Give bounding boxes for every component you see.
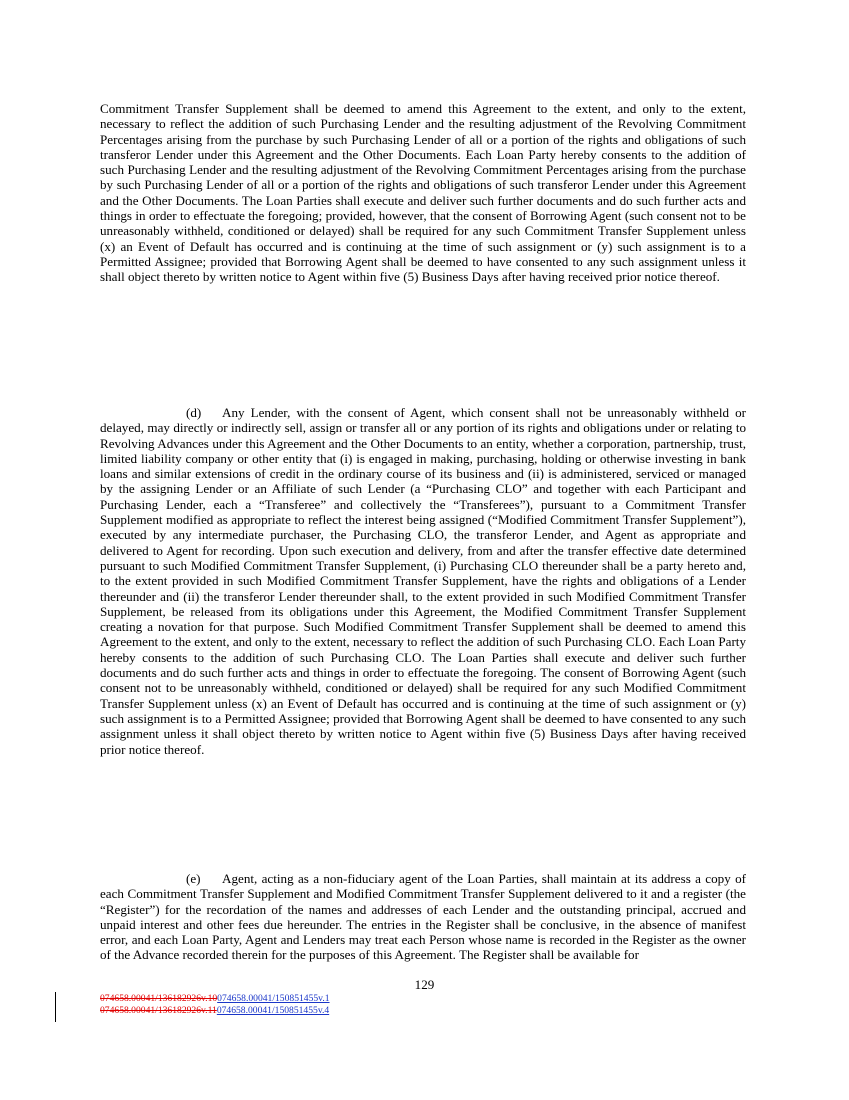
page-number: 129 [414, 977, 435, 992]
document-id-line [100, 1005, 330, 1017]
section-text-e: Agent, acting as a non-fiduciary agent of the Loan Parties, shall maintain at its address a copy of each Commitment Transfer Supplement and Modified Commitment Transfer Supplement delivered to it and a register (the “Register”) for the recordation of the names and addresses of each Lender and the outstanding principal, accrued and unpaid interest and other fees due hereunder. The entries in the Register shall be conclusive, in the absence of manifest error, and each Loan Party, Agent and Lenders may treat each Person whose name is recorded in the Register as the owner of the Advance recorded therein for the purposes of this Agreement. The Register shall be available for [100, 871, 746, 963]
paragraph-e [100, 871, 746, 963]
paragraph-continuation: Commitment Transfer Supplement shall be deemed to amend this Agreement to the extent, and only to the extent, necessary to reflect the addition of such Purchasing Lender and the resulting adjustment of the Revolving Commitment Percentages arising from the purchase by such Purchasing Lender of all or a portion of the rights and obligations of such transferor Lender under this Agreement and the Other Documents. Each Loan Party hereby consents to the addition of such Purchasing Lender and the resulting adjustment of the Revolving Commitment Percentages arising from the purchase by such Purchasing Lender of all or a portion of the rights and obligations of such transferor Lender under this Agreement and the Other Documents. The Loan Parties shall execute and deliver such further documents and do such further acts and things in order to effectuate the foregoing; provided, however, that the consent of Borrowing Agent (such consent not to be unreasonably withheld, conditioned or delayed) shall be required for any such Commitment Transfer Supplement unless (x) an Event of Default has occurred and is continuing at the time of such assignment or (y) such assignment is to a Permitted Assignee; provided that Borrowing Agent shall be deemed to have consented to any such assignment unless it shall object thereto by written notice to Agent within five (5) Business Days after having received prior notice thereof. [100, 101, 746, 285]
deleted-document-id: 074658.00041/136182926v.11 [100, 1005, 217, 1016]
section-text-d: Any Lender, with the consent of Agent, which consent shall not be unreasonably withheld or delayed, may directly or indirectly sell, assign or transfer all or any portion of its rights and obligations under or relating to Revolving Advances under this Agreement and the Other Documents to an entity, whether a corporation, partnership, trust, limited liability company or other entity that (i) is engaged in making, purchasing, holding or otherwise investing in bank loans and similar extensions of credit in the ordinary course of its business and (ii) is administered, serviced or managed by the assigning Lender or an Affiliate of such Lender (a “Purchasing CLO” and together with each Participant and Purchasing Lender, each a “Transferee” and collectively the “Transferees”), pursuant to a Commitment Transfer Supplement modified as appropriate to reflect the interest being assigned (“Modified Commitment Transfer Supplement”), executed by any intermediate purchaser, the Purchasing CLO, the transferor Lender, and Agent as appropriate and delivered to Agent for recording. Upon such execution and delivery, from and after the transfer effective date determined pursuant to such Modified Commitment Transfer Supplement, (i) Purchasing CLO thereunder shall be a party hereto and, to the extent provided in such Modified Commitment Transfer Supplement, have the rights and obligations of a Lender thereunder and (ii) the transferor Lender thereunder shall, to the extent provided in such Modified Commitment Transfer Supplement, be released from its obligations under this Agreement, the Modified Commitment Transfer Supplement creating a novation for that purpose. Such Modified Commitment Transfer Supplement shall be deemed to amend this Agreement to the extent, and only to the extent, necessary to reflect the addition of such Purchasing CLO. Each Loan Party hereby consents to the addition of such Purchasing CLO. The Loan Parties shall execute and deliver such further documents and do such further acts and things in order to effectuate the foregoing. The consent of Borrowing Agent (such consent not to be unreasonably withheld, conditioned or delayed) shall be required for any such Modified Commitment Transfer Supplement unless (x) an Event of Default has occurred and is continuing at the time of such assignment or (y) such assignment is to a Permitted Assignee; provided that Borrowing Agent shall be deemed to have consented to any such assignment unless it shall object thereto by written notice to Agent within five (5) Business Days after having received prior notice thereof. [100, 405, 746, 757]
inserted-document-id: 074658.00041/150851455v.1 [217, 993, 330, 1004]
inserted-document-id: 074658.00041/150851455v.4 [216, 1005, 330, 1016]
document-id-footer [100, 993, 330, 1017]
section-label-d: (d) [186, 405, 202, 420]
deleted-document-id: 074658.00041/136182926v.10 [100, 993, 218, 1004]
paragraph-d [100, 405, 746, 757]
section-label-e: (e) [186, 871, 201, 886]
revision-change-bar [55, 992, 56, 1022]
document-id-line [100, 993, 330, 1005]
